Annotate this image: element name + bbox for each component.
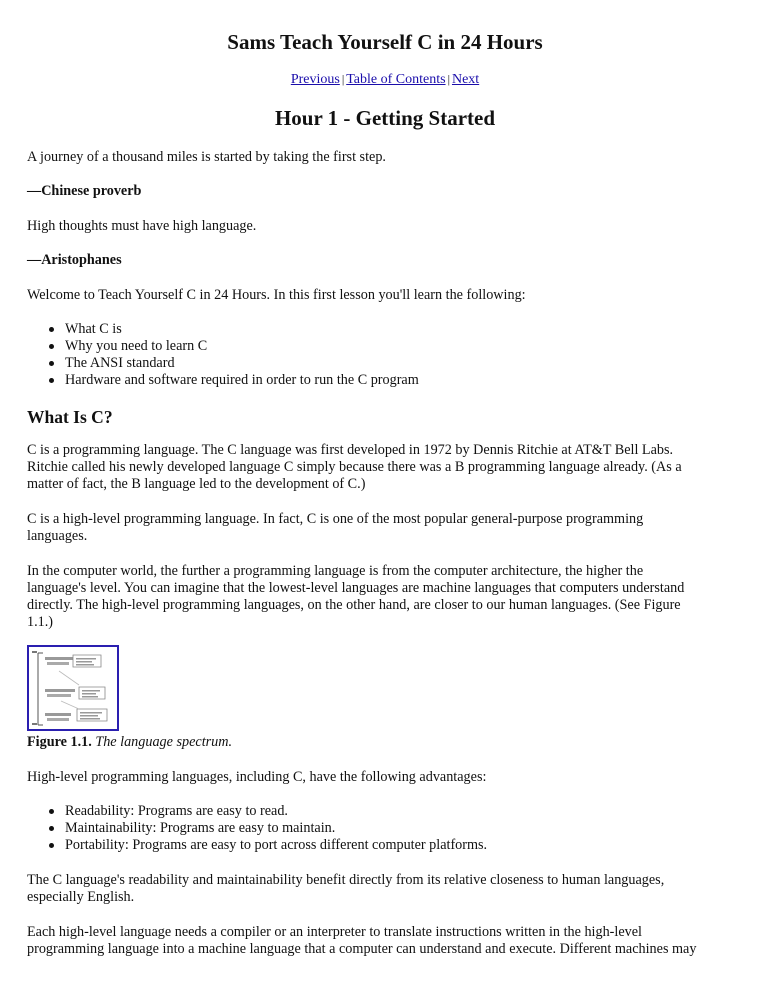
paragraph-line: Ritchie called his newly developed language C simply because there was a B programming language already. (As a — [27, 459, 682, 475]
nav-previous-link[interactable]: Previous — [290, 72, 340, 87]
list-item: Why you need to learn C — [27, 338, 727, 355]
paragraph-line: especially English. — [27, 889, 135, 905]
nav-bar — [27, 71, 743, 88]
paragraph-line: 1.1.) — [27, 614, 54, 630]
paragraph-line: programming language into a machine language that a computer can understand and execute. Different machines may — [27, 941, 697, 957]
list-item: What C is — [27, 321, 727, 338]
figure-caption-text: The language spectrum. — [95, 734, 233, 750]
hour-title: Hour 1 - Getting Started — [274, 106, 496, 130]
list-item: Readability: Programs are easy to read. — [27, 803, 727, 820]
nav-toc-link[interactable]: Table of Contents — [346, 72, 446, 87]
nav-separator: | — [341, 72, 345, 86]
paragraph-line: directly. The high-level programming languages, on the other hand, are closer to our human languages. (See Figure — [27, 597, 681, 613]
paragraph-line: The C language's readability and maintainability benefit directly from its relative closeness to human languages, — [27, 872, 665, 888]
topics-list — [27, 321, 727, 389]
paragraph-line: languages. — [27, 528, 88, 544]
nav-next-link[interactable]: Next — [451, 72, 480, 87]
paragraph-line: In the computer world, the further a programming language is from the computer architecture, the higher the — [27, 563, 644, 579]
paragraph-line: C is a programming language. The C language was first developed in 1972 by Dennis Ritchie at AT&T Bell Labs. — [27, 442, 674, 458]
language-spectrum-illustration — [29, 647, 117, 729]
paragraph-line: language's level. You can imagine that the lowest-level languages are machine languages that computers understand — [27, 580, 685, 596]
list-item: Portability: Programs are easy to port across different computer platforms. — [27, 837, 727, 854]
figure-caption — [27, 734, 232, 751]
list-item: The ANSI standard — [27, 355, 727, 372]
book-title: Sams Teach Yourself C in 24 Hours — [227, 30, 543, 54]
nav-separator: | — [447, 72, 450, 86]
quote-text: A journey of a thousand miles is started by taking the first step. — [27, 149, 386, 165]
figure-thumbnail[interactable] — [27, 645, 119, 731]
list-item: Maintainability: Programs are easy to maintain. — [27, 820, 727, 837]
paragraph-line: matter of fact, the B language led to the development of C.) — [27, 476, 366, 492]
quote-author: —Aristophanes — [27, 252, 122, 268]
intro-paragraph: Welcome to Teach Yourself C in 24 Hours. In this first lesson you'll learn the following: — [27, 287, 526, 303]
advantages-intro: High-level programming languages, including C, have the following advantages: — [27, 769, 487, 785]
paragraph-line: Each high-level language needs a compiler or an interpreter to translate instructions written in the high-level — [27, 924, 642, 940]
paragraph-line: C is a high-level programming language. In fact, C is one of the most popular general-purpose programming — [27, 511, 644, 527]
advantages-list — [27, 803, 727, 854]
list-item: Hardware and software required in order to run the C program — [27, 372, 727, 389]
quote-author: —Chinese proverb — [27, 183, 142, 199]
quote-text: High thoughts must have high language. — [27, 218, 257, 234]
figure-label: Figure 1.1. — [27, 734, 92, 750]
section-heading: What Is C? — [27, 407, 113, 427]
